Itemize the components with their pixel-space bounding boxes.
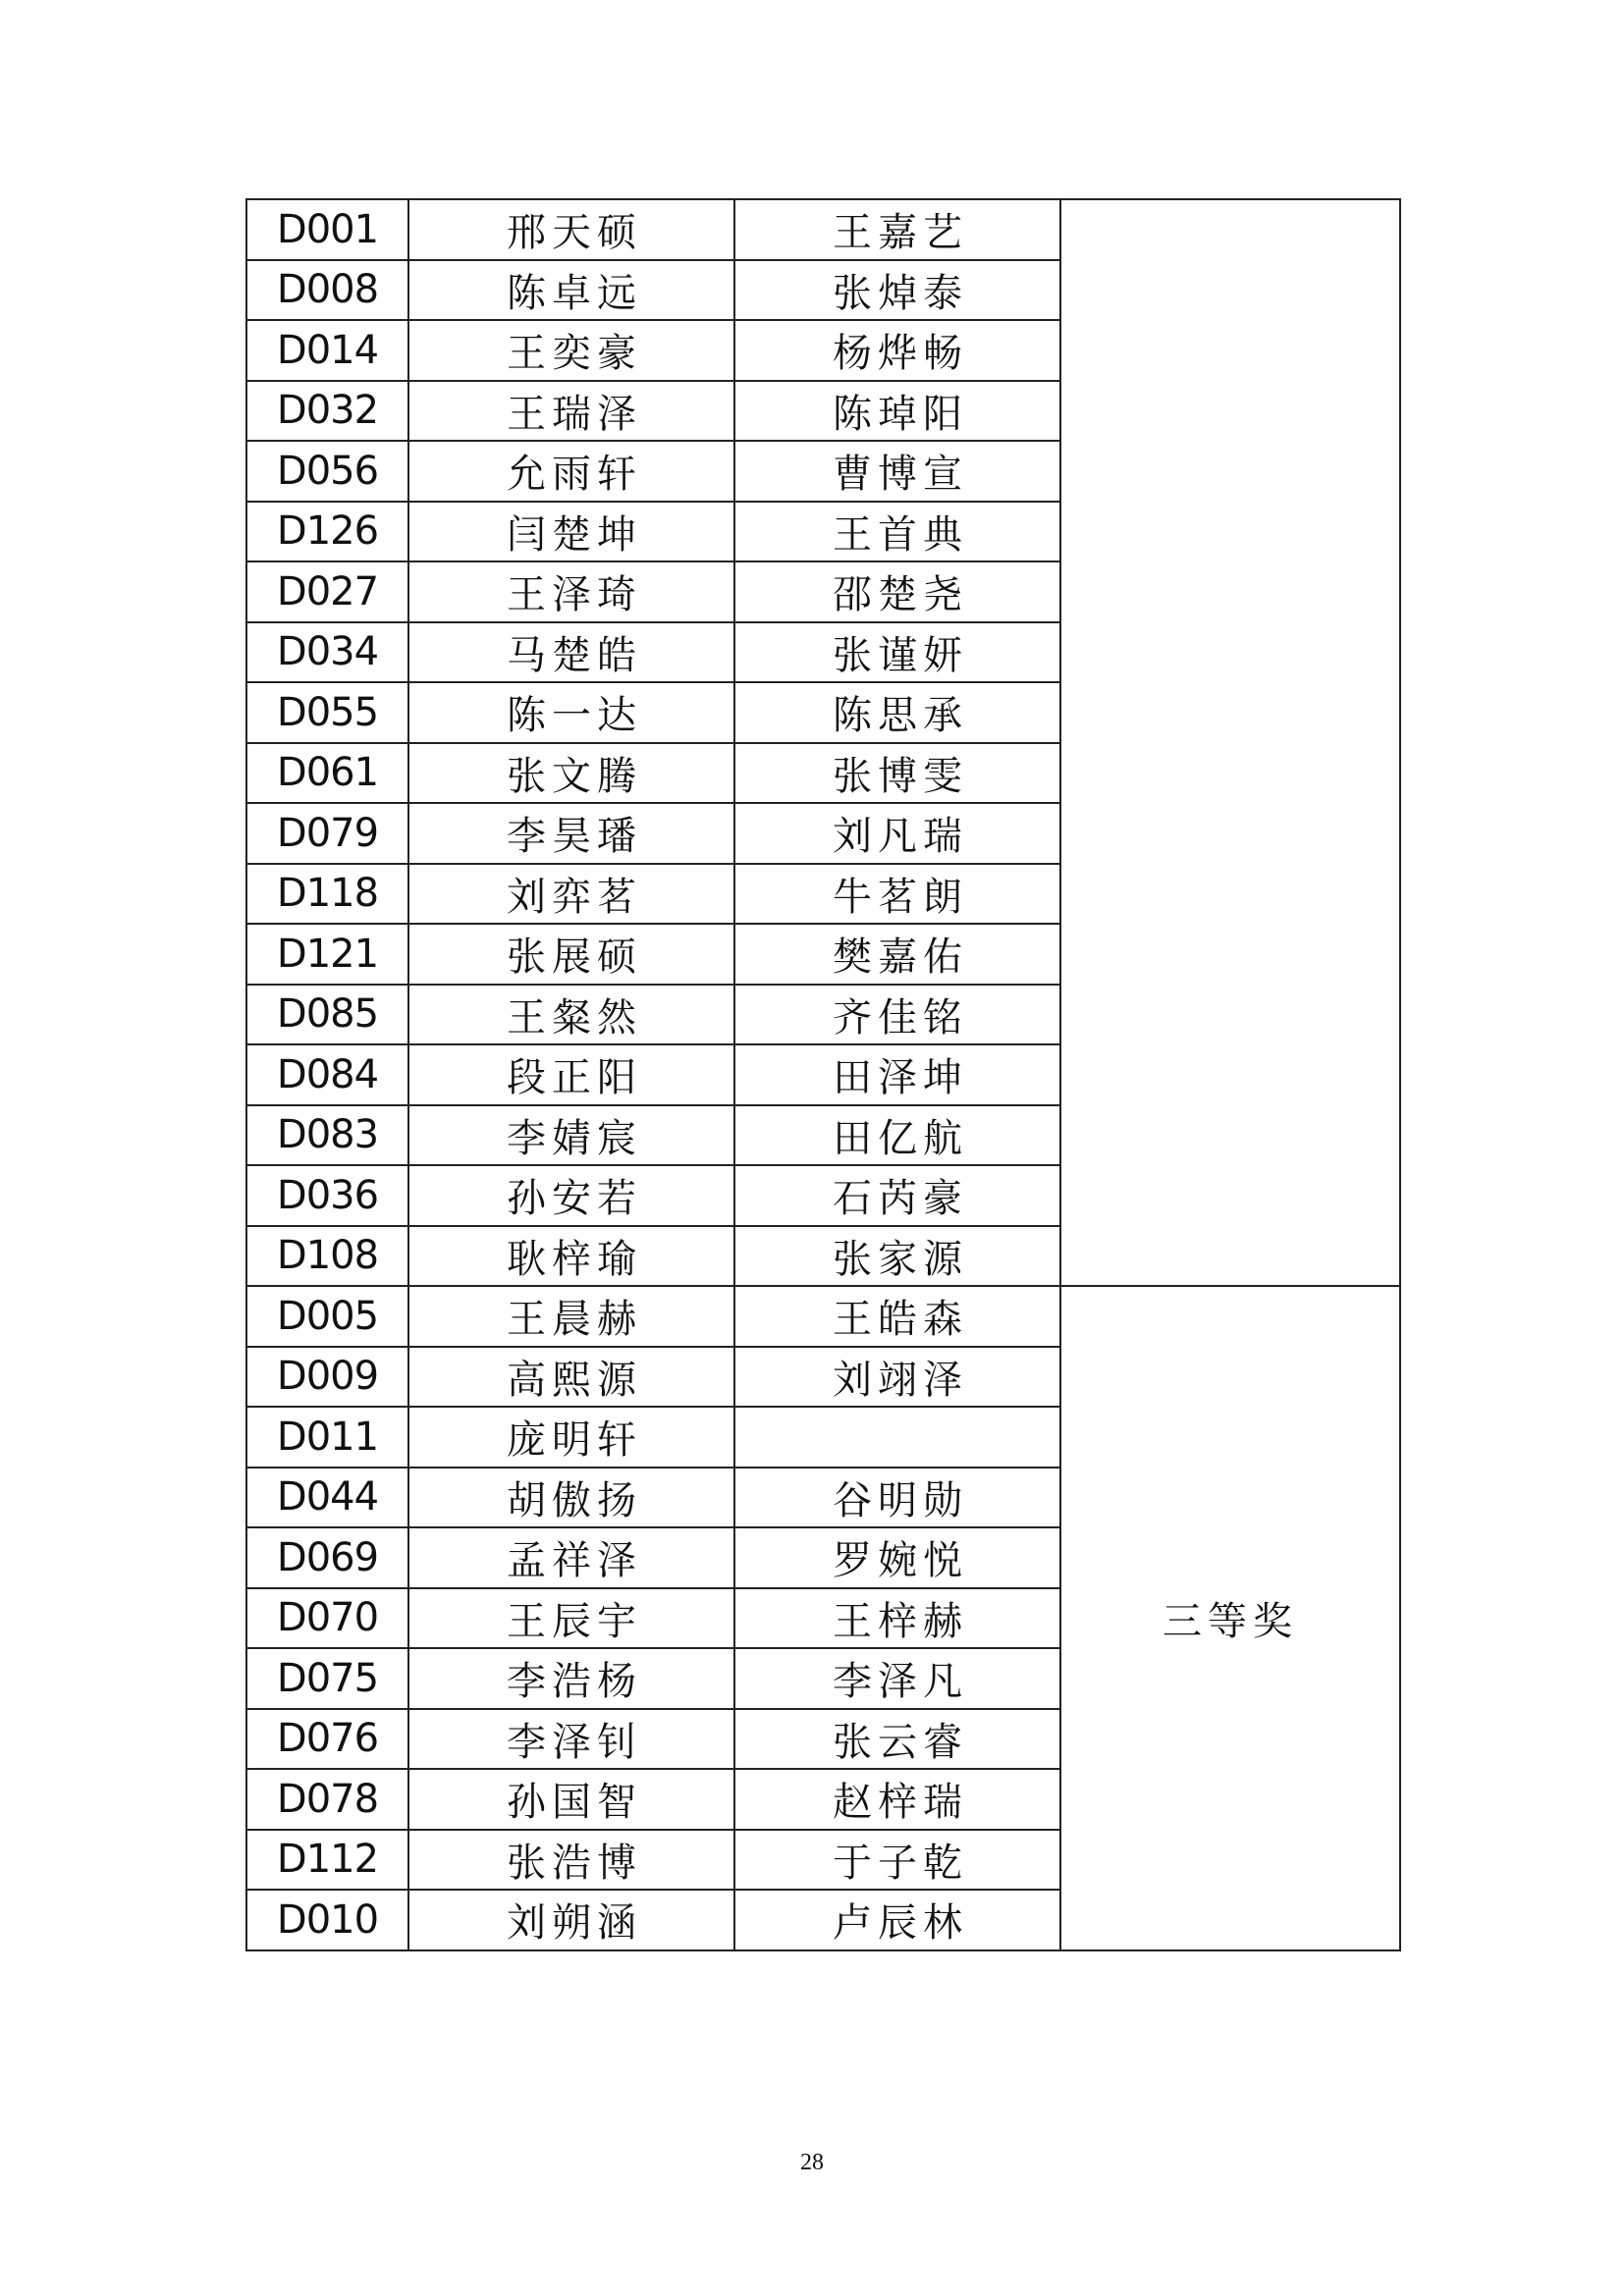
- member1-cell: 王晨赫: [408, 1286, 734, 1347]
- award-level-cell: 三等奖: [1060, 1286, 1400, 1950]
- member2-cell: 罗婉悦: [734, 1527, 1060, 1588]
- member2-cell: 王首典: [734, 502, 1060, 562]
- member2-cell: 张博雯: [734, 743, 1060, 804]
- member2-cell: 曹博宣: [734, 441, 1060, 502]
- team-id-cell: D009: [246, 1347, 408, 1408]
- team-id-cell: D069: [246, 1527, 408, 1588]
- member2-cell: 樊嘉佑: [734, 924, 1060, 985]
- member2-cell: [734, 1407, 1060, 1468]
- team-id-cell: D084: [246, 1044, 408, 1105]
- member1-cell: 王辰宇: [408, 1588, 734, 1649]
- member2-cell: 陈思承: [734, 682, 1060, 743]
- member1-cell: 段正阳: [408, 1044, 734, 1105]
- member1-cell: 陈一达: [408, 682, 734, 743]
- team-id-cell: D005: [246, 1286, 408, 1347]
- member1-cell: 孙安若: [408, 1165, 734, 1226]
- member2-cell: 田亿航: [734, 1105, 1060, 1166]
- member2-cell: 李泽凡: [734, 1648, 1060, 1709]
- member1-cell: 李浩杨: [408, 1648, 734, 1709]
- team-id-cell: D032: [246, 381, 408, 442]
- member1-cell: 邢天硕: [408, 199, 734, 260]
- member1-cell: 张展硕: [408, 924, 734, 985]
- member1-cell: 高熙源: [408, 1347, 734, 1408]
- team-id-cell: D010: [246, 1890, 408, 1950]
- member1-cell: 孙国智: [408, 1769, 734, 1830]
- member2-cell: 杨烨畅: [734, 320, 1060, 381]
- team-id-cell: D076: [246, 1709, 408, 1770]
- team-id-cell: D056: [246, 441, 408, 502]
- member1-cell: 马楚皓: [408, 622, 734, 683]
- member2-cell: 齐佳铭: [734, 985, 1060, 1045]
- member1-cell: 陈卓远: [408, 260, 734, 321]
- member1-cell: 庞明轩: [408, 1407, 734, 1468]
- award-table-body: [246, 199, 1400, 1950]
- team-id-cell: D108: [246, 1226, 408, 1287]
- team-id-cell: D008: [246, 260, 408, 321]
- team-id-cell: D034: [246, 622, 408, 683]
- member2-cell: 王嘉艺: [734, 199, 1060, 260]
- team-id-cell: D014: [246, 320, 408, 381]
- member1-cell: 刘弈茗: [408, 864, 734, 925]
- team-id-cell: D011: [246, 1407, 408, 1468]
- team-id-cell: D121: [246, 924, 408, 985]
- team-id-cell: D083: [246, 1105, 408, 1166]
- team-id-cell: D070: [246, 1588, 408, 1649]
- member1-cell: 王泽琦: [408, 561, 734, 622]
- member1-cell: 张浩博: [408, 1830, 734, 1891]
- member2-cell: 谷明勋: [734, 1468, 1060, 1528]
- member2-cell: 张谨妍: [734, 622, 1060, 683]
- member2-cell: 于子乾: [734, 1830, 1060, 1891]
- page-number: 28: [800, 2150, 824, 2175]
- member1-cell: 刘朔涵: [408, 1890, 734, 1950]
- member1-cell: 李婧宸: [408, 1105, 734, 1166]
- team-id-cell: D112: [246, 1830, 408, 1891]
- member1-cell: 允雨轩: [408, 441, 734, 502]
- team-id-cell: D036: [246, 1165, 408, 1226]
- member2-cell: 刘翊泽: [734, 1347, 1060, 1408]
- member2-cell: 邵楚尧: [734, 561, 1060, 622]
- team-id-cell: D079: [246, 803, 408, 864]
- table-row: [246, 1286, 1400, 1347]
- award-table: [245, 198, 1401, 1951]
- team-id-cell: D126: [246, 502, 408, 562]
- member2-cell: 张云睿: [734, 1709, 1060, 1770]
- member2-cell: 田泽坤: [734, 1044, 1060, 1105]
- member1-cell: 孟祥泽: [408, 1527, 734, 1588]
- member2-cell: 张家源: [734, 1226, 1060, 1287]
- member1-cell: 闫楚坤: [408, 502, 734, 562]
- member2-cell: 赵梓瑞: [734, 1769, 1060, 1830]
- member1-cell: 耿梓瑜: [408, 1226, 734, 1287]
- member1-cell: 王瑞泽: [408, 381, 734, 442]
- member2-cell: 王梓赫: [734, 1588, 1060, 1649]
- member2-cell: 卢辰林: [734, 1890, 1060, 1950]
- table-row: [246, 199, 1400, 260]
- team-id-cell: D061: [246, 743, 408, 804]
- team-id-cell: D055: [246, 682, 408, 743]
- team-id-cell: D085: [246, 985, 408, 1045]
- team-id-cell: D027: [246, 561, 408, 622]
- member1-cell: 王粲然: [408, 985, 734, 1045]
- member1-cell: 李昊璠: [408, 803, 734, 864]
- member1-cell: 胡傲扬: [408, 1468, 734, 1528]
- team-id-cell: D044: [246, 1468, 408, 1528]
- member1-cell: 王奕豪: [408, 320, 734, 381]
- team-id-cell: D078: [246, 1769, 408, 1830]
- member1-cell: 张文腾: [408, 743, 734, 804]
- member2-cell: 刘凡瑞: [734, 803, 1060, 864]
- member2-cell: 张焯泰: [734, 260, 1060, 321]
- team-id-cell: D075: [246, 1648, 408, 1709]
- member2-cell: 陈琸阳: [734, 381, 1060, 442]
- team-id-cell: D001: [246, 199, 408, 260]
- member2-cell: 王皓森: [734, 1286, 1060, 1347]
- award-level-cell: [1060, 199, 1400, 1286]
- member2-cell: 石芮豪: [734, 1165, 1060, 1226]
- team-id-cell: D118: [246, 864, 408, 925]
- member2-cell: 牛茗朗: [734, 864, 1060, 925]
- member1-cell: 李泽钊: [408, 1709, 734, 1770]
